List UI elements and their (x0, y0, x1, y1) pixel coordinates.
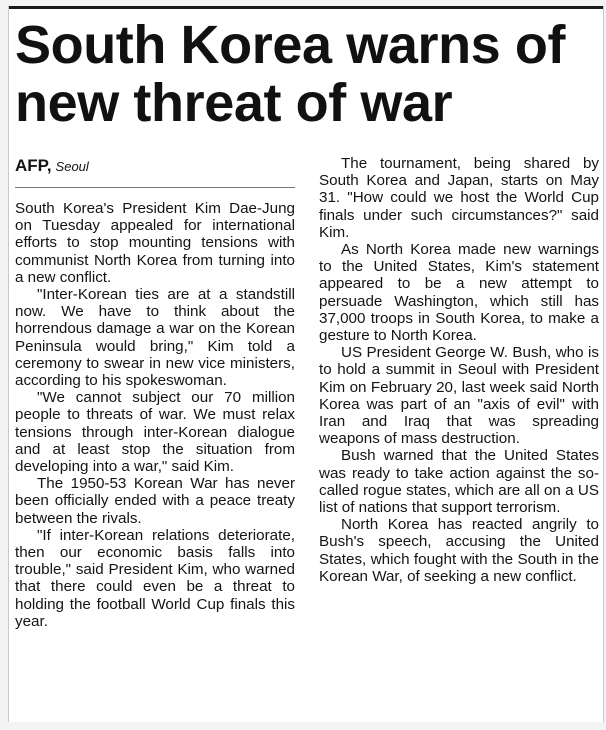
paragraph: US President George W. Bush, who is to hold a summit in Seoul with President Kim on February 20, last week said North Korea was part of an "axis of evil" with Iran and Iraq that was spreading weapons of mass destruction. (319, 344, 599, 448)
byline (15, 155, 295, 178)
byline-location: Seoul (55, 159, 89, 174)
column-left (15, 155, 295, 630)
paragraph: North Korea has reacted angrily to Bush's speech, accusing the United States, which fought with the South in the Korean War, of seeking a new conflict. (319, 516, 599, 585)
article-body (15, 155, 599, 630)
paragraph: "Inter-Korean ties are at a standstill now. We have to think about the horrendous damage a war on the Korean Peninsula would bring," Kim told a ceremony to swear in new vice ministers, according to his spokeswoman. (15, 286, 295, 390)
byline-separator: , (46, 156, 52, 175)
paragraph: The tournament, being shared by South Korea and Japan, starts on May 31. "How could we host the World Cup finals under such circumstances?" said Kim. (319, 155, 599, 241)
paragraph: South Korea's President Kim Dae-Jung on Tuesday appealed for international efforts to stop mounting tensions with communist North Korea from turning into a new conflict. (15, 200, 295, 286)
paragraph: The 1950-53 Korean War has never been officially ended with a peace treaty between the rivals. (15, 475, 295, 527)
news-clipping (8, 6, 604, 722)
byline-agency: AFP (15, 156, 47, 175)
column-right (319, 155, 599, 630)
headline: South Korea warns of new threat of war (15, 15, 566, 133)
paragraph: "We cannot subject our 70 million people to threats of war. We must relax tensions through inter-Korean dialogue and at least stop the situation from developing into a war," said Kim. (15, 389, 295, 476)
paragraph: As North Korea made new warnings to the United States, Kim's statement appeared to be a new attempt to persuade Washington, which still has 37,000 troops in South Korea, to make a gesture to North Korea. (319, 241, 599, 345)
paragraph: Bush warned that the United States was ready to take action against the so-called rogue states, which are all on a US list of nations that support terrorism. (319, 447, 599, 517)
top-rule (9, 6, 603, 9)
byline-divider (15, 187, 295, 188)
paragraph: "If inter-Korean relations deteriorate, then our economic basis falls into trouble," said President Kim, who warned that there could even be a threat to holding the football World Cup finals this year. (15, 526, 295, 630)
